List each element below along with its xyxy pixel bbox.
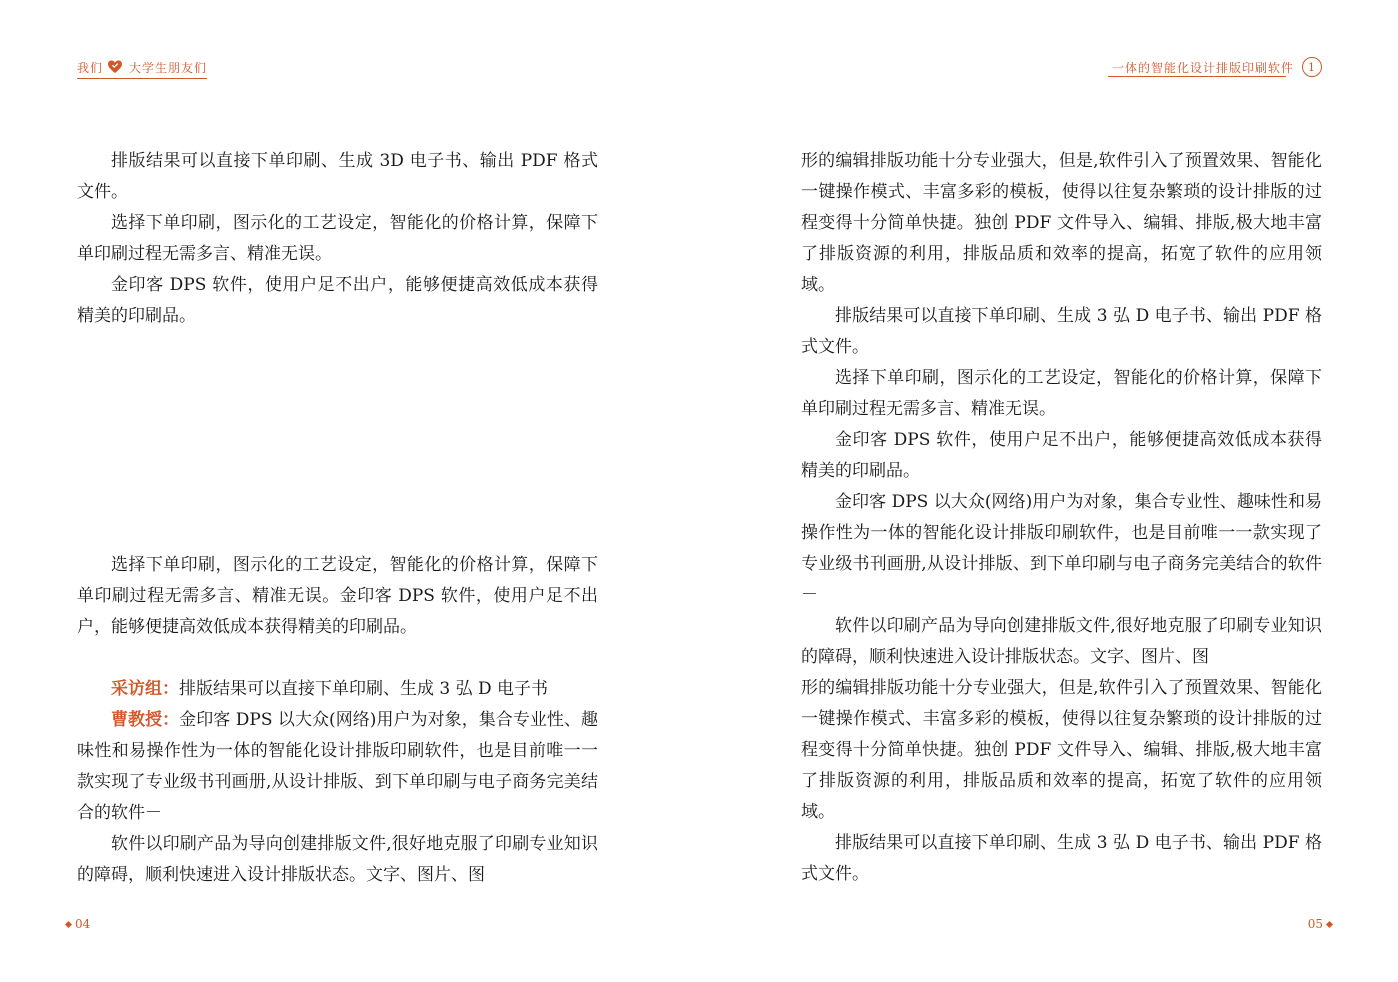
paragraph: 选择下单印刷，图示化的工艺设定，智能化的价格计算，保障下单印刷过程无需多言、精准无误。金印客 DPS 软件，使用户足不出户，能够便捷高效低成本获得精美的印刷品。	[77, 555, 598, 637]
right-page-text	[801, 146, 1322, 890]
left-page-middle-text	[77, 550, 598, 643]
paragraph: 排版结果可以直接下单印刷、生成 3 弘 D 电子书、输出 PDF 格式文件。	[801, 306, 1322, 357]
diamond-icon	[65, 920, 72, 927]
paragraph: 金印客 DPS 软件，使用户足不出户，能够便捷高效低成本获得精美的印刷品。	[801, 430, 1322, 481]
chapter-number-badge: 1	[1302, 57, 1322, 77]
paragraph-continuation: 形的编辑排版功能十分专业强大，但是,软件引入了预置效果、智能化一键操作模式、丰富多彩的模板，使得以往复杂繁琐的设计排版的过程变得十分简单快捷。独创 PDF 文件导入、编辑、排版,极大地丰富了排版资源的利用，排版品质和效率的提高，拓宽了软件的应用领域。	[801, 151, 1322, 295]
paragraph: 选择下单印刷，图示化的工艺设定，智能化的价格计算，保障下单印刷过程无需多言、精准无误。	[77, 213, 598, 264]
paragraph: 软件以印刷产品为导向创建排版文件,很好地克服了印刷专业知识的障碍，顺利快速进入设计排版状态。文字、图片、图	[77, 834, 598, 885]
paragraph: 金印客 DPS 软件，使用户足不出户，能够便捷高效低成本获得精美的印刷品。	[77, 275, 598, 326]
interview-text: 金印客 DPS 以大众(网络)用户为对象，集合专业性、趣味性和易操作性为一体的智能化设计排版印刷软件，也是目前唯一一款实现了专业级书刊画册,从设计排版、到下单印刷与电子商务完美结合的软件－	[77, 710, 598, 823]
header-right-text: 一体的智能化设计排版印刷软件	[1111, 60, 1294, 75]
paragraph-continuation: 形的编辑排版功能十分专业强大，但是,软件引入了预置效果、智能化一键操作模式、丰富多彩的模板，使得以往复杂繁琐的设计排版的过程变得十分简单快捷。独创 PDF 文件导入、编辑、排版,极大地丰富了排版资源的利用，排版品质和效率的提高，拓宽了软件的应用领域。	[801, 678, 1322, 822]
page-number-right	[1308, 917, 1336, 931]
running-header-right	[1112, 56, 1322, 78]
paragraph: 金印客 DPS 以大众(网络)用户为对象，集合专业性、趣味性和易操作性为一体的智能化设计排版印刷软件，也是目前唯一一款实现了专业级书刊画册,从设计排版、到下单印刷与电子商务完美结合的软件－	[801, 492, 1322, 605]
speaker-label: 曹教授：	[111, 710, 180, 730]
interview-section	[77, 674, 598, 891]
page-number-text: 05	[1307, 917, 1323, 931]
left-page-top-text	[77, 146, 598, 332]
header-right-rule	[1108, 76, 1286, 77]
paragraph: 选择下单印刷，图示化的工艺设定，智能化的价格计算，保障下单印刷过程无需多言、精准无误。	[801, 368, 1322, 419]
header-left-rule	[77, 78, 207, 79]
running-header-left	[77, 56, 207, 78]
paragraph: 软件以印刷产品为导向创建排版文件,很好地克服了印刷专业知识的障碍，顺利快速进入设计排版状态。文字、图片、图	[801, 616, 1322, 667]
page-number-text: 04	[75, 917, 91, 931]
header-left-text-a: 我们	[77, 60, 104, 75]
paragraph: 排版结果可以直接下单印刷、生成 3 弘 D 电子书、输出 PDF 格式文件。	[801, 833, 1322, 884]
interview-text: 排版结果可以直接下单印刷、生成 3 弘 D 电子书	[179, 679, 549, 699]
paragraph: 排版结果可以直接下单印刷、生成 3D 电子书、输出 PDF 格式文件。	[77, 151, 598, 202]
diamond-icon	[1326, 920, 1333, 927]
interview-line	[77, 705, 598, 829]
heart-badge-icon	[107, 59, 123, 75]
page-number-left	[62, 917, 90, 931]
speaker-label: 采访组：	[111, 679, 179, 699]
interview-line	[77, 674, 598, 705]
header-left-text-b: 大学生朋友们	[129, 60, 208, 75]
